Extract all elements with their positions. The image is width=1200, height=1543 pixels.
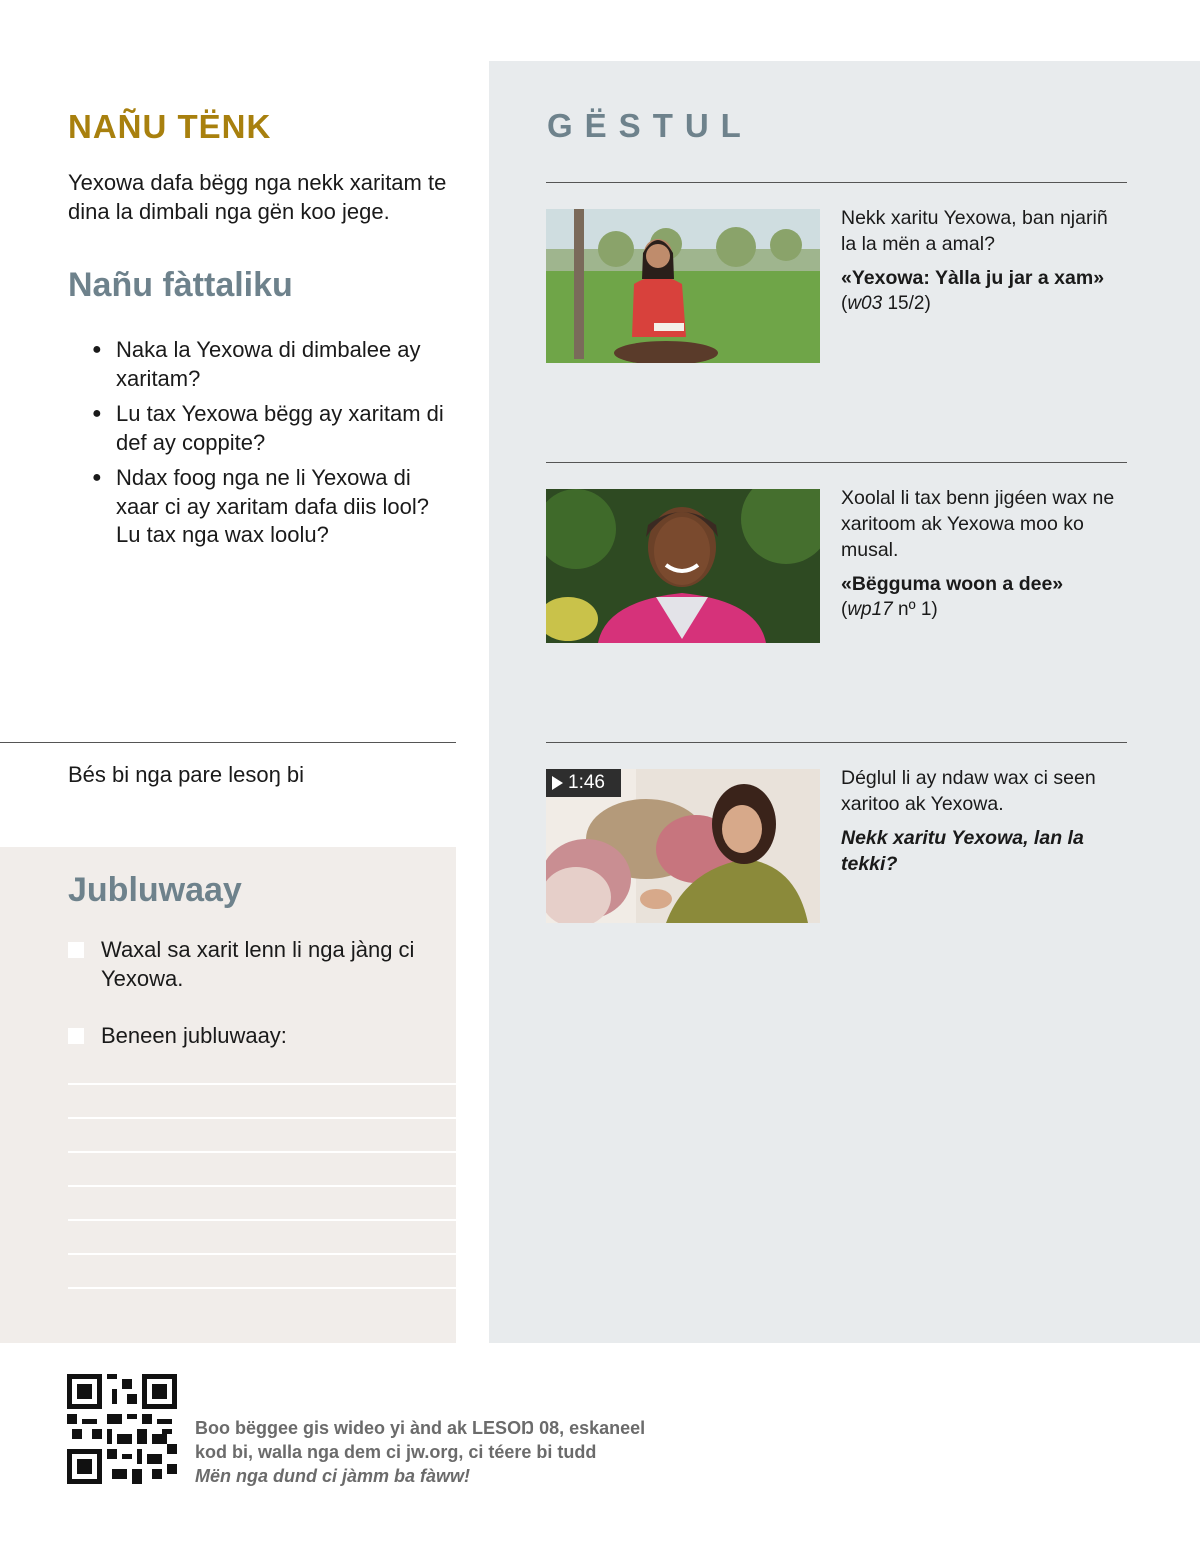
review-title: Nañu fàttaliku xyxy=(68,266,293,304)
video-link[interactable]: Nekk xaritu Yexowa, lan la tekki? xyxy=(841,827,1084,875)
issue-number: nº 1) xyxy=(892,599,938,620)
video-duration: 1:46 xyxy=(568,772,605,793)
review-item-text: Naka la Yexowa di dimbalee ay xaritam? xyxy=(116,337,421,391)
review-item xyxy=(92,464,452,550)
publication-code: w03 xyxy=(847,293,883,314)
publication-code: wp17 xyxy=(847,599,893,620)
writing-line[interactable] xyxy=(68,1253,456,1255)
research-item-text xyxy=(841,485,1121,623)
goal-item-text: Waxal sa xarit lenn li nga jàng ci Yexowa. xyxy=(101,937,415,991)
research-panel xyxy=(489,61,1200,1343)
research-description: Nekk xaritu Yexowa, ban njariñ la la mën a amal? xyxy=(841,207,1108,255)
article-thumbnail[interactable] xyxy=(546,489,820,643)
review-item xyxy=(92,336,452,393)
divider xyxy=(546,742,1127,743)
writing-line[interactable] xyxy=(68,1083,456,1085)
research-description: Xoolal li tax benn jigéen wax ne xaritoom ak Yexowa moo ko musal. xyxy=(841,487,1115,561)
play-icon[interactable] xyxy=(552,776,563,790)
research-description: Déglul li ay ndaw wax ci seen xaritoo ak Yexowa. xyxy=(841,767,1096,815)
writing-line[interactable] xyxy=(68,1151,456,1153)
bullet-icon: ● xyxy=(92,469,102,486)
goal-item xyxy=(68,1022,428,1051)
smiling-woman-photo xyxy=(546,489,820,643)
footer-line: Boo bëggee gis wideo yi ànd ak LESOŊ 08, eskaneel xyxy=(195,1418,646,1438)
goal-checkbox[interactable] xyxy=(68,1028,84,1044)
bullet-icon: ● xyxy=(92,405,102,422)
goal-item-text: Beneen jubluwaay: xyxy=(101,1023,287,1048)
article-reference: (wp17 nº 1) xyxy=(841,599,938,620)
divider xyxy=(546,462,1127,463)
book-title: Mën nga dund ci jàmm ba fàww! xyxy=(195,1466,471,1486)
video-duration-badge xyxy=(546,769,621,797)
goal-item xyxy=(68,936,428,993)
review-list xyxy=(92,336,452,557)
review-item xyxy=(92,400,452,457)
divider xyxy=(0,742,456,743)
review-item-text: Ndax foog nga ne li Yexowa di xaar ci ay xaritam dafa diis lool? Lu tax nga wax loolu? xyxy=(116,465,430,547)
research-title: GËSTUL xyxy=(547,107,753,144)
video-thumbnail[interactable] xyxy=(546,769,820,923)
writing-line[interactable] xyxy=(68,1117,456,1119)
research-item-text xyxy=(841,205,1121,317)
woman-reading-photo xyxy=(546,209,820,363)
divider xyxy=(546,182,1127,183)
research-item-text xyxy=(841,765,1121,877)
footer-text xyxy=(195,1416,655,1488)
review-item-text: Lu tax Yexowa bëgg ay xaritam di def ay coppite? xyxy=(116,401,444,455)
article-link[interactable]: «Bëgguma woon a dee» xyxy=(841,573,1064,595)
issue-number: 15/2) xyxy=(882,293,931,314)
summary-title: NAÑU TËNK xyxy=(68,108,272,145)
article-link[interactable]: «Yexowa: Yàlla ju jar a xam» xyxy=(841,267,1105,289)
article-thumbnail[interactable] xyxy=(546,209,820,363)
writing-line[interactable] xyxy=(68,1185,456,1187)
goal-box xyxy=(0,847,456,1343)
lesson-completion-date-label: Bés bi nga pare lesoŋ bi xyxy=(68,762,305,787)
writing-line[interactable] xyxy=(68,1219,456,1221)
qr-code[interactable] xyxy=(67,1374,177,1484)
writing-line[interactable] xyxy=(68,1287,456,1289)
bullet-icon: ● xyxy=(92,341,102,358)
qr-code-icon xyxy=(67,1374,177,1484)
footer-line: kod bi, walla nga dem ci jw.org, ci téere bi tudd xyxy=(195,1442,597,1462)
article-reference: (w03 15/2) xyxy=(841,293,931,314)
goal-title: Jubluwaay xyxy=(68,871,242,909)
goal-checkbox[interactable] xyxy=(68,942,84,958)
summary-text: Yexowa dafa bëgg nga nekk xaritam te dina la dimbali nga gën koo jege. xyxy=(68,170,447,224)
